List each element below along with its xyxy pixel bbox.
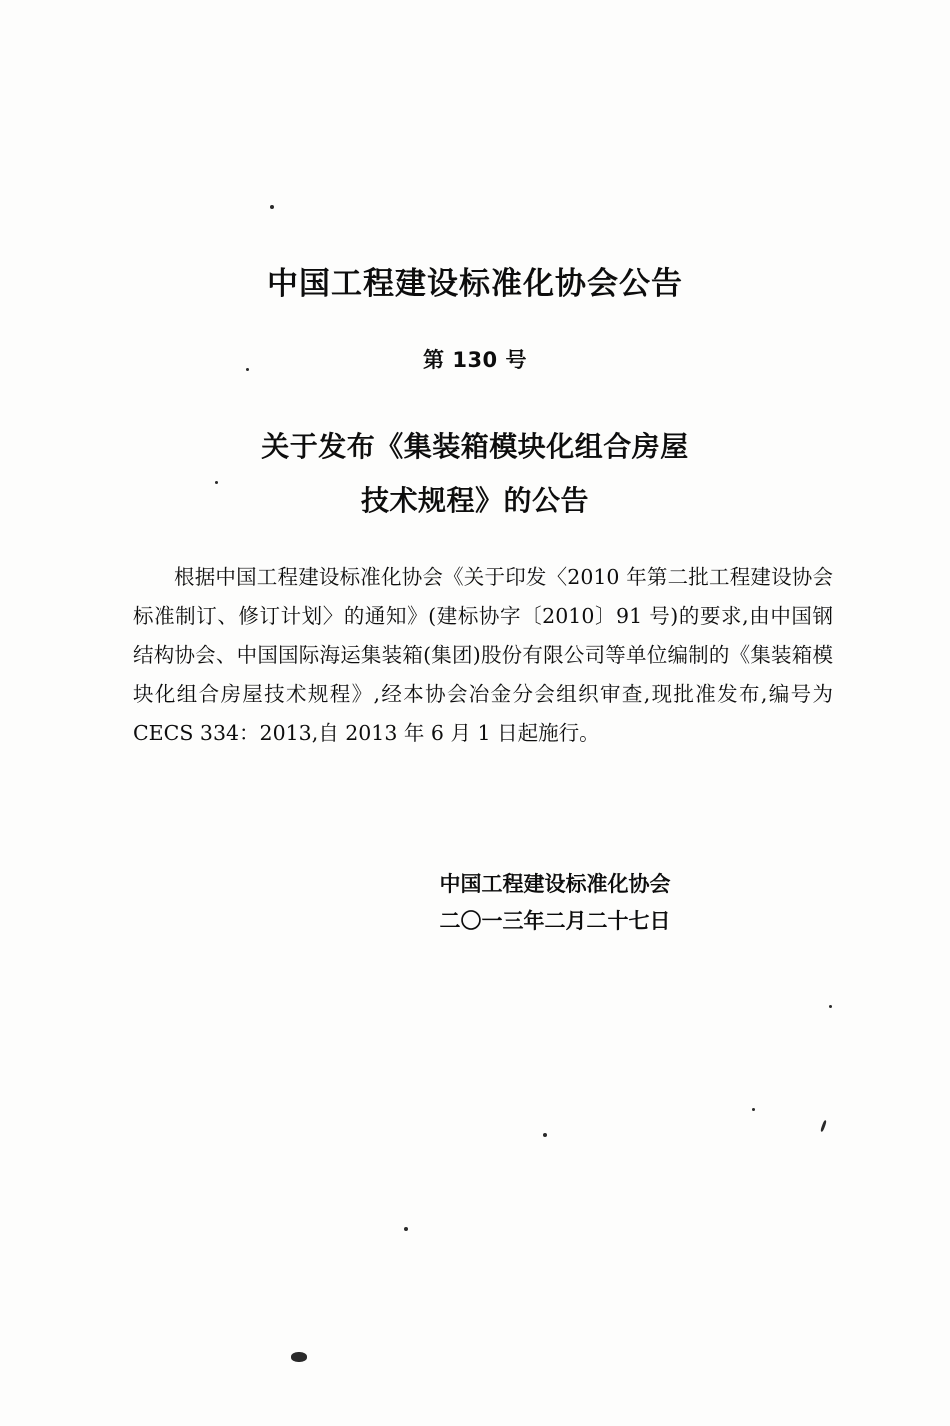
scan-speck [543, 1133, 547, 1137]
scan-speck [820, 1120, 827, 1132]
signature-date: 二〇一三年二月二十七日 [439, 909, 671, 933]
scan-speck [215, 481, 218, 484]
announcement-subtitle [0, 420, 950, 528]
signature-block [0, 866, 950, 940]
subtitle-line-1: 关于发布《集装箱模块化组合房屋 [261, 430, 689, 463]
scan-speck [829, 1005, 832, 1008]
body-paragraph: 根据中国工程建设标准化协会《关于印发〈2010 年第二批工程建设协会标准制订、修订计划〉的通知》(建标协字〔2010〕91 号)的要求,由中国钢结构协会、中国国际海运集装箱(集团)股份有限公司等单位编制的《集装箱模块化组合房屋技术规程》,经本协会冶金分会组织审查,现批准发布,编号为 CECS 334：2013,自 2013 年 6 月 1 日起施行。 [133, 565, 833, 745]
scan-speck [291, 1352, 307, 1362]
subtitle-line-2: 技术规程》的公告 [360, 484, 589, 517]
scan-speck [752, 1108, 755, 1111]
page-title: 中国工程建设标准化协会公告 [267, 266, 683, 302]
announcement-body [133, 558, 833, 753]
scan-speck [246, 368, 249, 371]
scan-speck [404, 1227, 408, 1231]
scan-speck [270, 205, 274, 209]
announcement-number: 第 130 号 [423, 348, 527, 372]
signature-organization: 中国工程建设标准化协会 [439, 872, 671, 896]
